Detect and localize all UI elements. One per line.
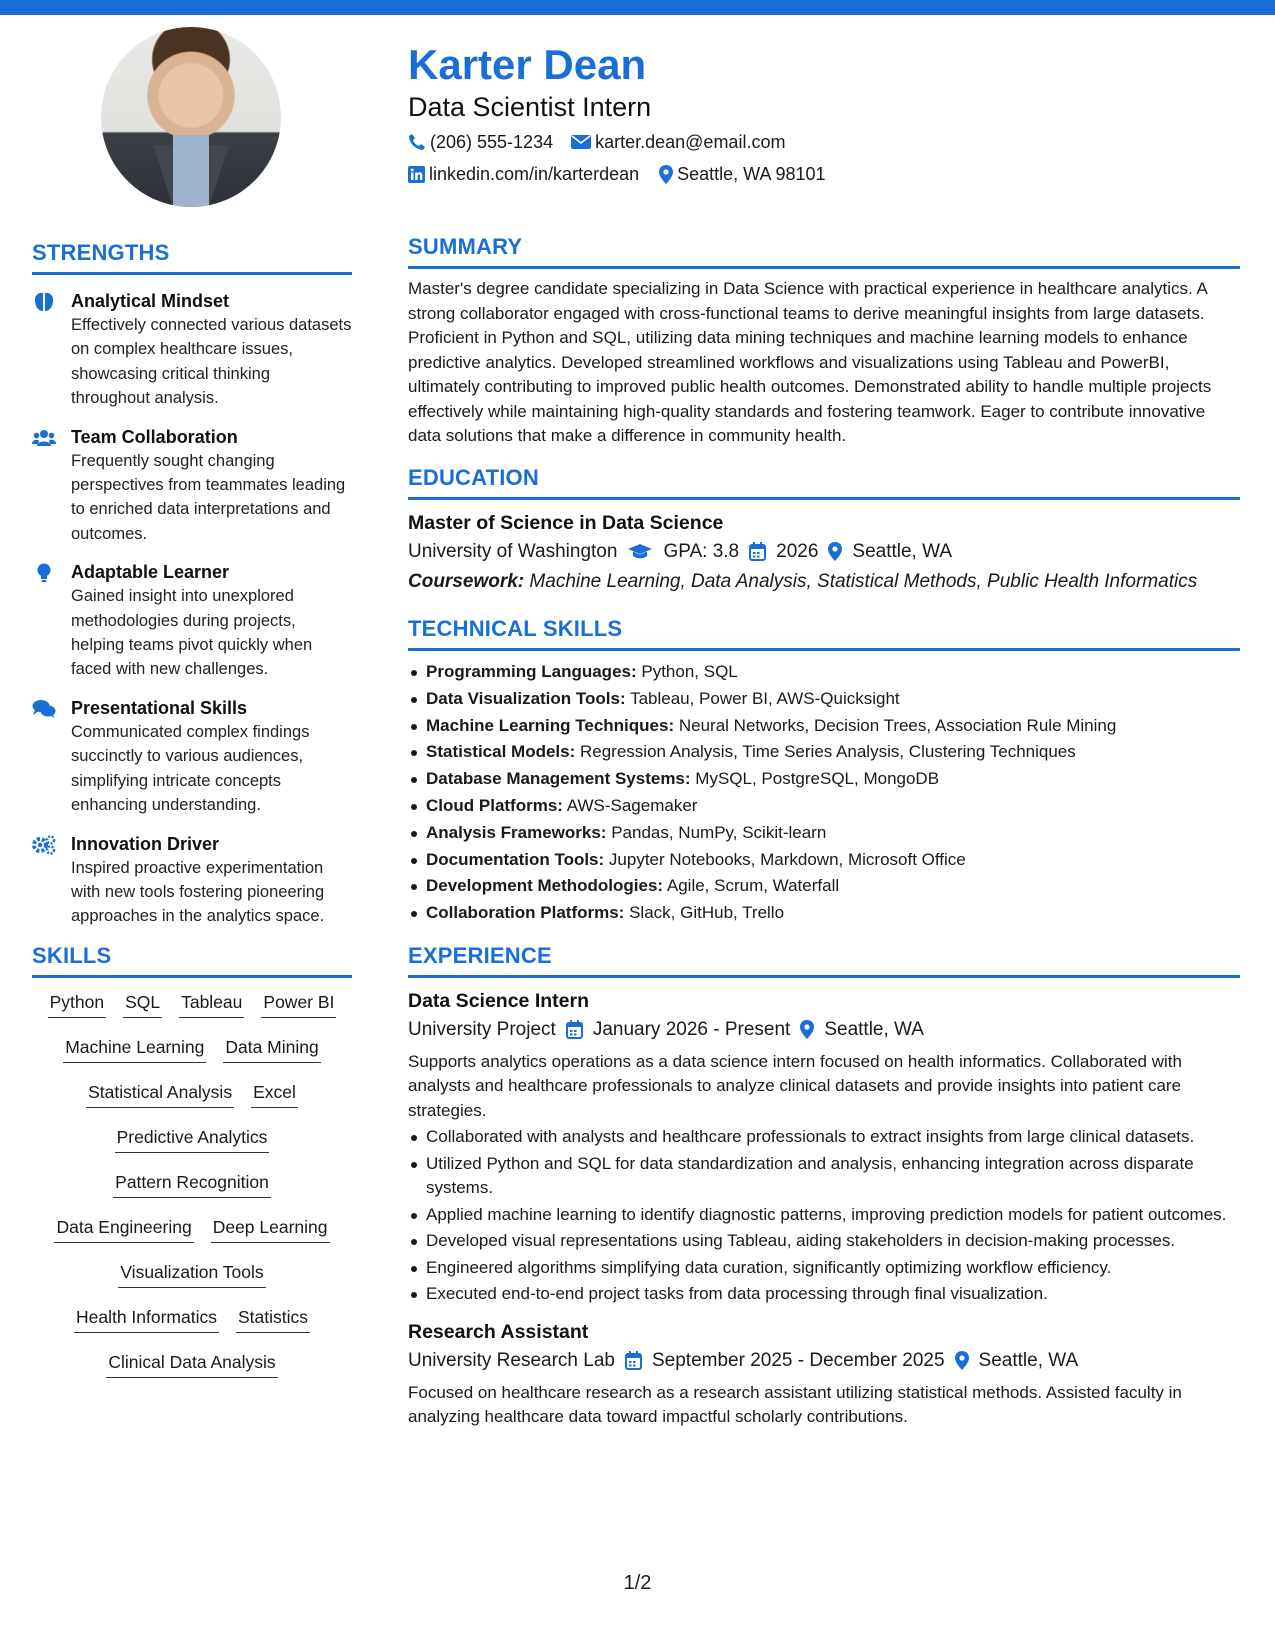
skill-tag: SQL [123, 990, 162, 1018]
technical-skill-item [408, 739, 1240, 766]
gears-icon [32, 834, 56, 856]
calendar-icon [749, 542, 766, 561]
skill-tag: Statistics [236, 1305, 310, 1333]
profile-photo [101, 27, 281, 207]
left-column [32, 240, 352, 1395]
envelope-icon [571, 134, 591, 150]
job-bullet: Collaborated with analysts and healthcare professionals to extract insights from large clinical datasets. [408, 1125, 1240, 1150]
skill-row [32, 1080, 352, 1125]
job-location: Seattle, WA [824, 1018, 924, 1040]
job-bullet: Utilized Python and SQL for data standardization and analysis, enhancing integration across disparate systems. [408, 1152, 1240, 1201]
coursework-label: Coursework: [408, 570, 525, 592]
skill-tag: Visualization Tools [118, 1260, 265, 1288]
skill-row [32, 1215, 352, 1260]
job-summary: Supports analytics operations as a data science intern focused on health informatics. Collaborated with analysts and healthcare professionals to analyze clinical datasets and provide insights into patient care strategies. [408, 1051, 1182, 1120]
skill-row [32, 1305, 352, 1350]
job-bullet: Engineered algorithms simplifying data curation, significantly optimizing workflow efficiency. [408, 1256, 1240, 1281]
technical-skill-item [408, 873, 1240, 900]
contact-location [659, 158, 825, 190]
photo-lapel-left [153, 145, 173, 207]
technical-skill-item [408, 820, 1240, 847]
job-bullet: Developed visual representations using Tableau, aiding stakeholders in decision-making processes. [408, 1229, 1240, 1254]
strength-title: Analytical Mindset [71, 291, 230, 311]
map-pin-icon [800, 1020, 814, 1039]
top-accent-bar [0, 0, 1275, 15]
strengths-heading: STRENGTHS [32, 240, 352, 275]
skill-tag: Data Mining [223, 1035, 320, 1063]
education-heading: EDUCATION [408, 465, 1240, 500]
technical-skills-heading: TECHNICAL SKILLS [408, 616, 1240, 651]
technical-skills-list [408, 659, 1240, 927]
skill-tag: Pattern Recognition [113, 1170, 271, 1198]
email-text: karter.dean@email.com [595, 132, 786, 152]
users-icon [32, 427, 56, 449]
job-title: Research Assistant [408, 1320, 589, 1343]
technical-skill-value: Pandas, NumPy, Scikit-learn [611, 822, 827, 842]
lightbulb-icon [32, 562, 56, 584]
job-location: Seattle, WA [978, 1349, 1079, 1371]
technical-skill-item [408, 793, 1240, 820]
technical-skill-value: Python, SQL [641, 662, 738, 681]
skills-heading: SKILLS [32, 943, 352, 978]
job-summary: Focused on healthcare research as a research assistant utilizing statistical methods. Assisted faculty in analyzing healthcare data toward impactful scholarly contributions. [408, 1382, 1182, 1427]
strength-item [32, 560, 352, 682]
skill-row [32, 1125, 352, 1170]
candidate-role: Data Scientist Intern [408, 92, 652, 122]
degree-title: Master of Science in Data Science [408, 511, 724, 534]
calendar-icon [625, 1351, 642, 1370]
contact-phone[interactable] [408, 126, 553, 158]
technical-skill-item [408, 766, 1240, 793]
technical-skill-label: Machine Learning Techniques: [426, 715, 675, 735]
skill-row [32, 1035, 352, 1080]
technical-skill-label: Analysis Frameworks: [426, 822, 607, 842]
technical-skill-item [408, 686, 1240, 713]
technical-skill-value: Neural Networks, Decision Trees, Association Rule Mining [678, 715, 1117, 735]
technical-skill-label: Programming Languages: [426, 662, 637, 681]
summary-heading: SUMMARY [408, 234, 1240, 269]
job-meta [408, 1014, 1240, 1046]
strength-description: Inspired proactive experimentation with new tools fostering pioneering approaches in the analytics space. [71, 858, 325, 926]
technical-skill-label: Statistical Models: [426, 742, 576, 762]
strength-item [32, 289, 352, 411]
strength-title: Innovation Driver [71, 833, 220, 854]
summary-text: Master's degree candidate specializing in Data Science with practical experience in healthcare analytics. A strong collaborator engaged with cross-functional teams to derive meaningful insights from large datasets. Proficient in Python and SQL, utilizing data mining techniques and machine learning models to enhance predictive analytics. Developed streamlined workflows and visualizations using Tableau and PowerBI, ultimately contributing to improved public health outcomes. Demonstrated ability to handle multiple projects effectively while maintaining high-quality standards and fostering teamwork. Eager to contribute innovative data solutions that make a difference in community health. [408, 279, 1212, 445]
photo-shirt [173, 135, 209, 207]
skill-tag: Clinical Data Analysis [106, 1350, 277, 1378]
phone-text: (206) 555-1234 [430, 132, 554, 152]
skill-row [32, 1350, 352, 1395]
skill-row [32, 1170, 352, 1215]
experience-list [408, 988, 1240, 1430]
linkedin-icon [408, 166, 425, 183]
technical-skill-label: Documentation Tools: [426, 849, 605, 869]
job-dates: September 2025 - December 2025 [651, 1349, 945, 1371]
strength-description: Frequently sought changing perspectives from teammates leading to enriched data interpretations and outcomes. [71, 451, 346, 543]
page-number: 1/2 [623, 1572, 652, 1594]
strength-description: Gained insight into unexplored methodologies during projects, helping teams pivot quickly when faced with new challenges. [71, 587, 313, 679]
skill-tag: Python [48, 990, 106, 1018]
job-dates: January 2026 - Present [592, 1018, 791, 1040]
strength-item [32, 832, 352, 929]
map-pin-icon [659, 165, 673, 184]
strength-description: Effectively connected various datasets on complex healthcare issues, showcasing critical thinking throughout analysis. [71, 316, 352, 408]
calendar-icon [566, 1020, 583, 1039]
technical-skill-label: Data Visualization Tools: [426, 688, 626, 708]
experience-heading: EXPERIENCE [408, 943, 1240, 978]
technical-skill-label: Cloud Platforms: [426, 795, 563, 815]
candidate-name: Karter Dean [408, 41, 647, 88]
brain-icon [32, 291, 56, 313]
job-bullet: Executed end-to-end project tasks from data processing through final visualization. [408, 1282, 1240, 1307]
graduation-cap-icon [627, 543, 653, 561]
chat-bubbles-icon [32, 698, 56, 720]
job-bullet: Applied machine learning to identify diagnostic patterns, improving prediction models for patient outcomes. [408, 1203, 1240, 1228]
technical-skill-label: Database Management Systems: [426, 769, 691, 789]
technical-skill-value: MySQL, PostgreSQL, MongoDB [695, 769, 940, 789]
skill-tag: Data Engineering [54, 1215, 193, 1243]
skill-row [32, 1260, 352, 1305]
technical-skill-item [408, 847, 1240, 874]
skill-tag: Excel [251, 1080, 298, 1108]
experience-section [408, 943, 1240, 1430]
technical-skill-value: Agile, Scrum, Waterfall [666, 876, 840, 896]
coursework-list: Machine Learning, Data Analysis, Statistical Methods, Public Health Informatics [529, 570, 1198, 592]
skill-tag: Predictive Analytics [115, 1125, 270, 1153]
strength-item [32, 696, 352, 818]
contact-row-2 [408, 158, 1240, 190]
experience-entry [408, 988, 1240, 1307]
strengths-list [32, 289, 352, 929]
contact-email[interactable] [571, 126, 785, 158]
technical-skill-value: AWS-Sagemaker [566, 795, 698, 815]
job-organization: University Research Lab [408, 1349, 615, 1371]
coursework [408, 570, 1240, 595]
map-pin-icon [955, 1351, 969, 1370]
skill-tag: Power BI [261, 990, 336, 1018]
technical-skill-value: Slack, GitHub, Trello [629, 903, 785, 923]
education-section [408, 465, 1240, 595]
right-column [408, 40, 1240, 1430]
job-organization: University Project [408, 1018, 556, 1040]
linkedin-text: linkedin.com/in/karterdean [429, 164, 640, 184]
technical-skill-item [408, 659, 1240, 686]
strength-title: Presentational Skills [71, 697, 248, 718]
school-name: University of Washington [408, 540, 618, 562]
gpa-text: GPA: 3.8 [663, 540, 740, 562]
strength-description: Communicated complex findings succinctly to various audiences, simplifying intricate concepts enhancing understanding. [71, 722, 310, 815]
technical-skill-value: Regression Analysis, Time Series Analysis, Clustering Techniques [580, 742, 1076, 762]
technical-skill-item [408, 713, 1240, 740]
location-text: Seattle, WA 98101 [677, 164, 826, 184]
skill-tag: Deep Learning [211, 1215, 330, 1243]
strength-title: Adaptable Learner [71, 562, 230, 583]
strength-item [32, 425, 352, 547]
graduation-year: 2026 [776, 540, 819, 562]
technical-skill-label: Collaboration Platforms: [426, 903, 625, 923]
job-title: Data Science Intern [408, 989, 589, 1012]
skills-list [32, 990, 352, 1395]
map-pin-icon [828, 542, 842, 561]
skill-tag: Health Informatics [74, 1305, 219, 1333]
skill-tag: Machine Learning [63, 1035, 206, 1063]
job-bullets [408, 1125, 1240, 1307]
technical-skills-section [408, 616, 1240, 927]
education-location: Seattle, WA [852, 540, 953, 562]
summary-section [408, 234, 1240, 449]
contact-row-1 [408, 126, 1240, 158]
contact-linkedin[interactable] [408, 158, 639, 190]
skill-row [32, 990, 352, 1035]
experience-entry [408, 1319, 1240, 1430]
skill-tag: Tableau [179, 990, 244, 1018]
technical-skill-label: Development Methodologies: [426, 876, 664, 896]
technical-skill-value: Tableau, Power BI, AWS-Quicksight [630, 688, 900, 708]
job-meta [408, 1345, 1240, 1377]
education-meta [408, 536, 1240, 568]
strength-title: Team Collaboration [71, 426, 238, 447]
photo-lapel-right [209, 145, 229, 207]
skill-tag: Statistical Analysis [86, 1080, 234, 1108]
technical-skill-value: Jupyter Notebooks, Markdown, Microsoft Office [608, 849, 966, 869]
technical-skill-item [408, 900, 1240, 927]
phone-icon [408, 133, 426, 151]
